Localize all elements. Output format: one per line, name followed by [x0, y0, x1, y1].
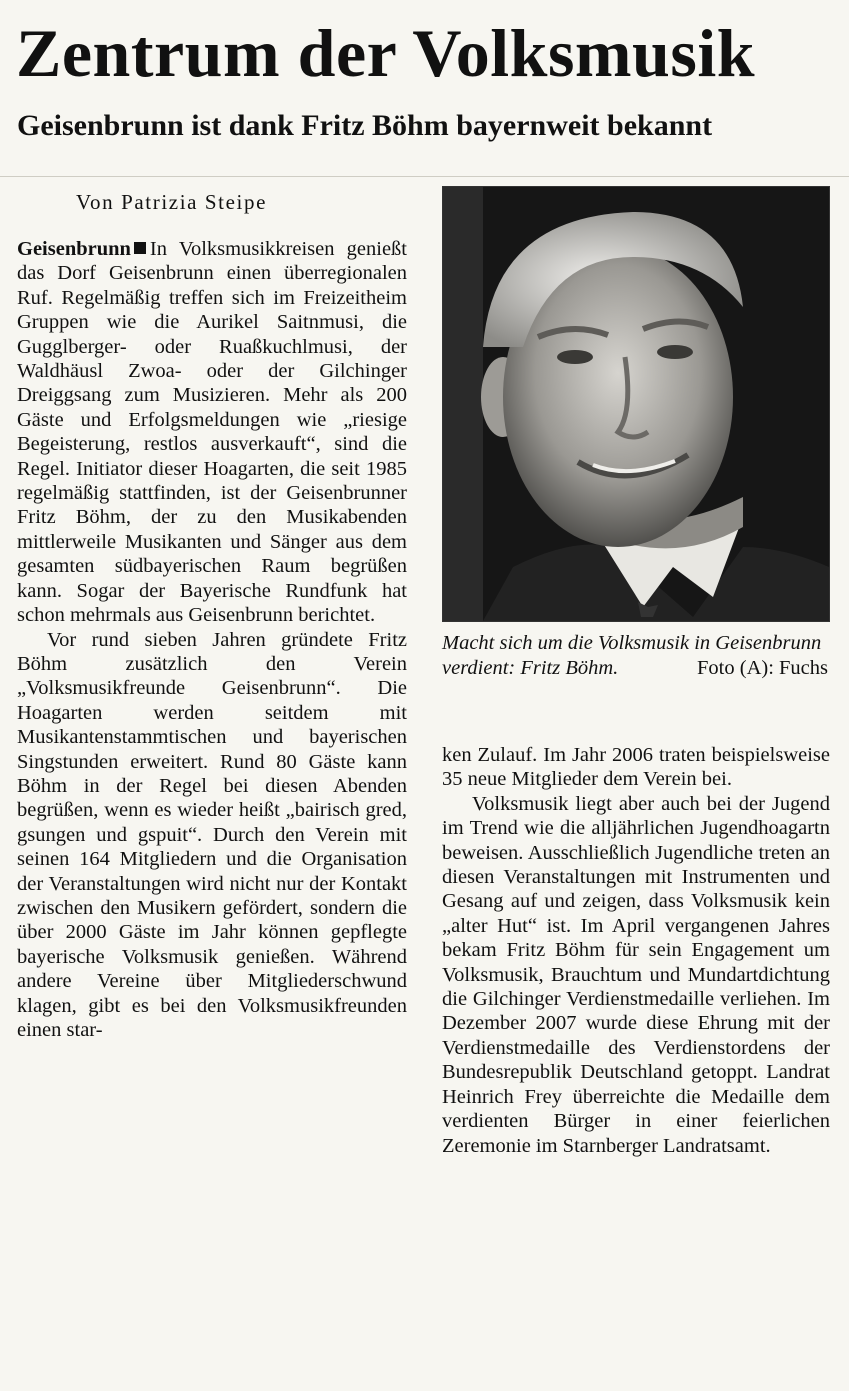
paragraph-1 — [17, 237, 407, 628]
photo-caption — [442, 631, 828, 681]
portrait-photo — [442, 186, 830, 622]
caption-text: Macht sich um die Volksmusik in Geisenbrunn verdient: Fritz Böhm. — [442, 632, 822, 679]
paragraph-2: Vor rund sieben Jahren gründete Fritz Böhm zusätzlich den Verein „Volksmusikfreunde Geisenbrunn“. Die Hoagarten werden seitdem mit Musikantenstammtischen und bayerischen Singstunden erweitert. Rund 80 Gäste kann Böhm in der Regel bei diesen Abenden begrüßen, wenn es wieder heißt „bairisch gred, gsungen und gspuit“. Durch den Verein mit seinen 164 Mitgliedern und die Organisation der Veranstaltungen wird nicht nur der Kontakt zwischen den Musikern gefördert, sondern die über 2000 Gäste im Jahr können gepflegte bayerische Volksmusik genießen. Während andere Vereine über Mitgliederschwund klagen, gibt es bei den Volksmusikfreunden einen star- — [17, 628, 407, 1041]
headline: Zentrum der Volksmusik — [16, 15, 756, 91]
dateline: Geisenbrunn — [17, 238, 131, 260]
header-divider — [0, 176, 849, 177]
paragraph-3: Volksmusik liegt aber auch bei der Jugend im Trend wie die alljährlichen Jugendhoagartn beweisen. Ausschließlich Jugendliche treten an diesen Veranstaltungen mit Instrumenten und Gesang auf und zeigen, dass Volksmusik kein „alter Hut“ ist. Im April vergangenen Jahres bekam Fritz Böhm für sein Engagement um Volksmusik, Brauchtum und Mundartdichtung die Gilchinger Verdienstmedaille verliehen. Im Dezember 2007 wurde diese Ehrung mit der Verdienstmedaille des Verdienstordens der Bundesrepublik Deutschland getoppt. Landrat Heinrich Frey überreichte die Medaille dem verdienten Bürger in einer feierlichen Zeremonie im Starnberger Landratsamt. — [442, 792, 830, 1157]
article-column-right — [442, 743, 830, 1158]
portrait-man-icon — [443, 187, 829, 621]
paragraph-1-text: In Volksmusikkreisen genießt das Dorf Geisenbrunn einen überregionalen Ruf. Regelmäßig treffen sich im Freizeitheim Gruppen wie die Aurikel Saitnmusi, die Gugglberger- oder Ruaßkuchlmusi, der Waldhäusl Zwoa- oder der Gilchinger Dreiggsang zum Musizieren. Mehr als 200 Gäste und Erfolgsmeldungen wie „riesige Begeisterung, restlos ausverkauft“, sind die Regel. Initiator dieser Hoagarten, die seit 1985 regelmäßig stattfinden, ist der Geisenbrunner Fritz Böhm, der zu den Musikabenden mittlerweile Musikanten und Sänger aus dem gesamten südbayerischen Raum begrüßen kann. Sogar der Bayerische Rundfunk hat schon mehrmals aus Geisenbrunn berichtet. — [17, 238, 407, 627]
square-bullet-icon — [134, 242, 146, 254]
article-column-left — [17, 237, 407, 1042]
subheadline: Geisenbrunn ist dank Fritz Böhm bayernweit bekannt — [17, 109, 713, 142]
photo-credit: Foto (A): Fuchs — [697, 657, 828, 679]
byline: Von Patrizia Steipe — [76, 190, 267, 214]
paragraph-2-continued: ken Zulauf. Im Jahr 2006 traten beispielsweise 35 neue Mitglieder dem Verein bei. — [442, 744, 830, 791]
